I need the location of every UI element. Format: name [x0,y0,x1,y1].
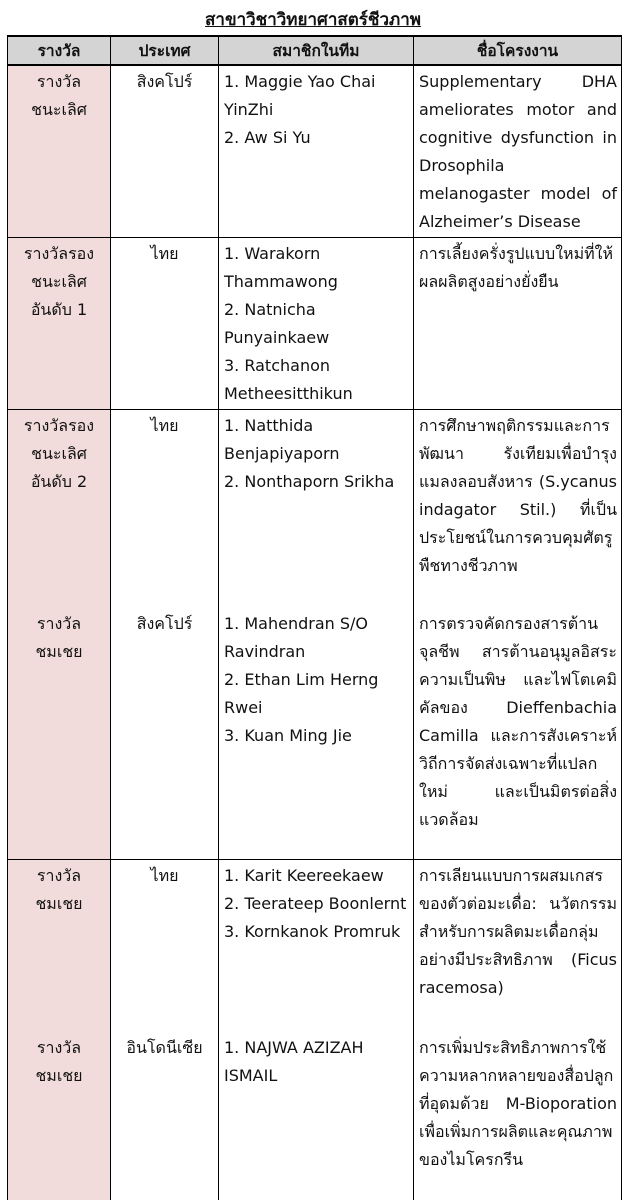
country-cell: อินโดนีเซีย [111,1032,219,1200]
members-cell [219,238,414,410]
project-title: Supplementary DHA ameliorates motor and cognitive dysfunction in Drosophila melanogaster model of Alzheimer’s Disease [414,65,622,238]
award-cell: รางวัล ชมเชย [8,608,111,860]
country-cell: ไทย [111,238,219,410]
country-cell: ไทย [111,410,219,608]
table-row [8,1032,622,1200]
table-row [8,238,622,410]
member-name: 1. Natthida Benjapiyaporn [224,416,340,463]
project-title: การเพิ่มประสิทธิภาพการใช้ความหลากหลายของสื่อปลูกที่อุดมด้วย M-Bioporation เพื่อเพิ่มการผลิตและคุณภาพของไมโครกรีน [414,1032,622,1200]
header-award: รางวัล [8,36,111,65]
member-name: 2. Aw Si Yu [224,128,311,147]
member-name: 3. Ratchanon Metheesitthikun [224,356,353,403]
project-title: การศึกษาพฤติกรรมและการพัฒนา รังเทียมเพื่อบำรุงแมลงลอบสังหาร (S.ycanus indagator Stil.) ที่เป็นประโยชน์ในการควบคุมศัตรูพืชทางชีวภาพ [414,410,622,608]
members-cell [219,860,414,1032]
award-cell: รางวัลรอง ชนะเลิศ อันดับ 2 [8,410,111,608]
header-project: ชื่อโครงงาน [414,36,622,65]
award-cell: รางวัล ชนะเลิศ [8,65,111,238]
table-row [8,65,622,238]
table-row [8,410,622,608]
member-name: 2. Nonthaporn Srikha [224,472,395,491]
project-title: การตรวจคัดกรองสารต้านจุลชีพ สารต้านอนุมูลอิสระ ความเป็นพิษ และไฟโตเคมิคัลของ Dieffenbachia Camilla และการสังเคราะห์วิถีการจัดส่งเฉพาะที่แปลกใหม่ และเป็นมิตรต่อสิ่งแวดล้อม [414,608,622,860]
project-title: การเลี้ยงครั่งรูปแบบใหม่ที่ให้ผลผลิตสูงอย่างยั่งยืน [414,238,622,410]
table-row [8,608,622,860]
members-cell [219,608,414,860]
table-row [8,860,622,1032]
award-cell: รางวัล ชมเชย [8,860,111,1032]
members-cell [219,65,414,238]
header-members: สมาชิกในทีม [219,36,414,65]
member-name: 2. Natnicha Punyainkaew [224,300,330,347]
member-name: 2. Ethan Lim Herng Rwei [224,669,379,717]
award-cell: รางวัลรอง ชนะเลิศ อันดับ 1 [8,238,111,410]
members-cell [219,1032,414,1200]
member-name: 1. NAJWA AZIZAH ISMAIL [224,1037,364,1085]
member-name: 1. Karit Keereekaew [224,866,384,885]
member-name: 1. Mahendran S/O Ravindran [224,613,368,661]
member-name: 1. Warakorn Thammawong [224,244,338,291]
country-cell: สิงคโปร์ [111,608,219,860]
member-name: 3. Kornkanok Promruk [224,922,401,941]
member-name: 3. Kuan Ming Jie [224,725,352,745]
header-row [8,36,622,65]
member-name: 2. Teeratеep Boonlernt [224,894,407,913]
members-cell [219,410,414,608]
page-title: สาขาวิชาวิทยาศาสตร์ชีวภาพ [205,10,421,30]
member-name: 1. Maggie Yao Chai YinZhi [224,72,376,119]
country-cell: สิงคโปร์ [111,65,219,238]
project-title: การเลียนแบบการผสมเกสรของตัวต่อมะเดื่อ: นวัตกรรมสำหรับการผลิตมะเดื่อกลุ่มอย่างมีประสิทธิภาพ (Ficus racemosa) [414,860,622,1032]
country-cell: ไทย [111,860,219,1032]
header-country: ประเทศ [111,36,219,65]
award-cell: รางวัล ชมเชย [8,1032,111,1200]
awards-table [7,35,622,1200]
